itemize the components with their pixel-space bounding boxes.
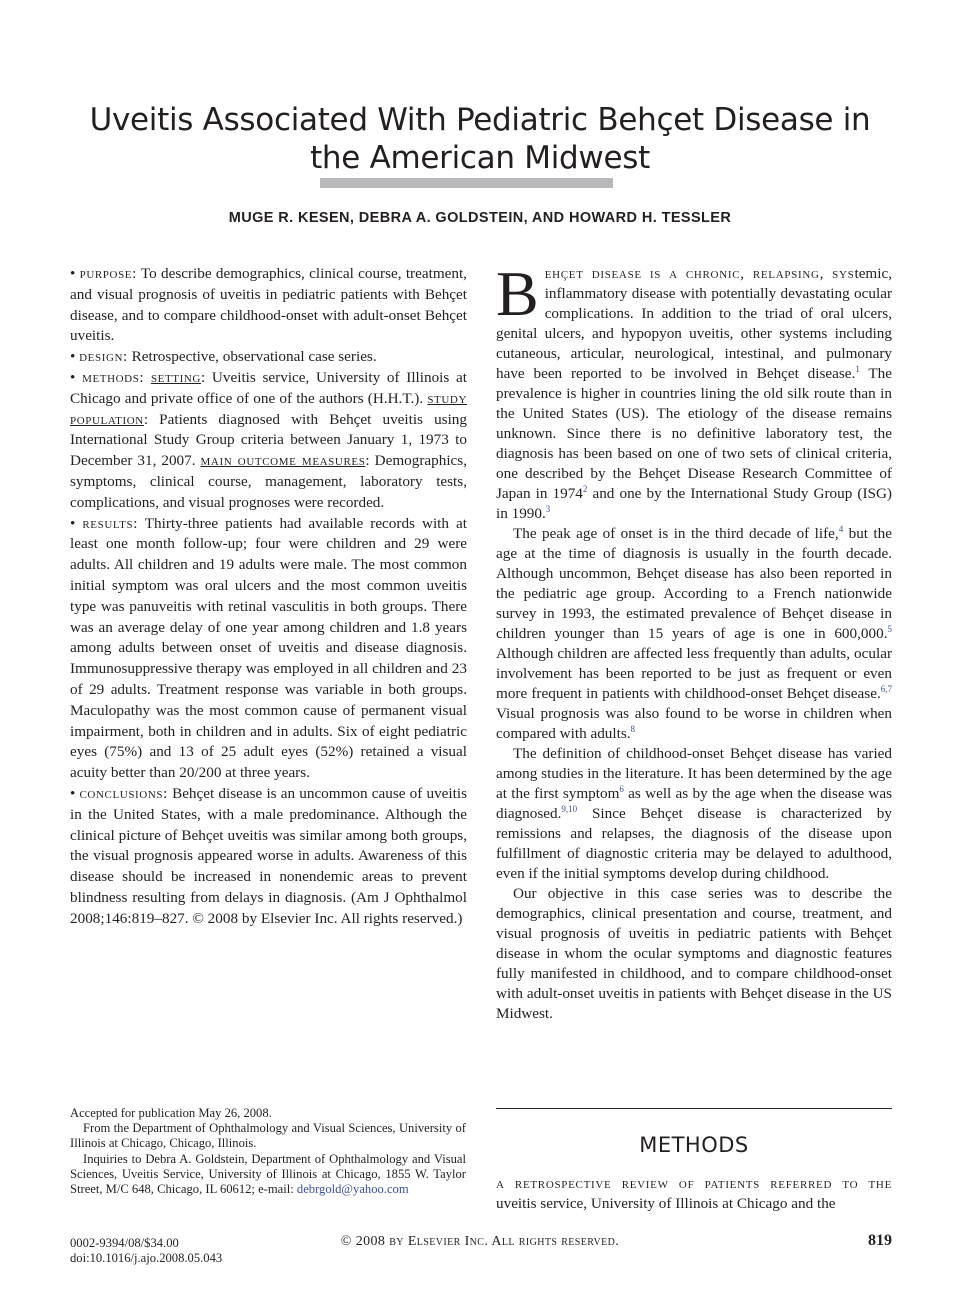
issn: 0002-9394/08/$34.00 bbox=[70, 1236, 179, 1250]
accepted-note: Accepted for publication May 26, 2008. bbox=[70, 1106, 272, 1120]
purpose-label: purpose: bbox=[79, 266, 137, 282]
reference-link[interactable]: 1 bbox=[855, 363, 860, 374]
reference-link[interactable]: 3 bbox=[545, 503, 551, 514]
reference-link[interactable]: 6,7 bbox=[880, 683, 892, 694]
footer-identifiers bbox=[70, 1236, 330, 1266]
conclusions-text: Behçet disease is an uncommon cause of uveitis in the United States, with a male predominance. Although the clinical picture of Behçet uveitis was similar among both groups, the visual prognosis appeared worse in adults. Awareness of this disease should be increased in nonendemic areas to prevent blindness resulting from delays in diagnosis. (Am J Ophthalmol 2008;146:819–827. © 2008 by Elsevier Inc. All rights reserved.) bbox=[70, 784, 467, 927]
drop-cap: B bbox=[496, 258, 539, 329]
email-link[interactable]: debrgold@yahoo.com bbox=[296, 1182, 409, 1197]
intro-p3-c: Since Behçet disease is characterized by remissions and relapses, the diagnosis of the disease upon fulfillment of diagnostic criteria may be delayed to adulthood, even if the initial symptoms develop during childhood. bbox=[496, 805, 892, 882]
page-number: 819 bbox=[868, 1232, 892, 1249]
reference-link[interactable]: 4 bbox=[838, 523, 844, 534]
correspondence-text: Inquiries to Debra A. Goldstein, Department of Ophthalmology and Visual Sciences, Uveitis Service, University of Illinois at Chicago, 1855 W. Taylor Street, M/C 648, Chicago, IL 60612; e-mail: bbox=[70, 1151, 466, 1197]
design-label: design: bbox=[79, 349, 128, 366]
abstract bbox=[70, 264, 467, 930]
setting-text: : Uveitis service, University of Illinois at Chicago and private office of one of the authors (H.H.T.). bbox=[70, 368, 468, 407]
intro-p1-c: and one by the International Study Group (ISG) in 1990. bbox=[496, 485, 892, 522]
methods-label: methods: bbox=[82, 369, 145, 386]
affiliation-note: From the Department of Ophthalmology and Visual Sciences, University of Illinois at Chicago, Chicago, Illinois. bbox=[70, 1121, 466, 1151]
abstract-results: • results: Thirty-three patients had available records with at least one month follow-up; four were children and 29 were adults. All children and 19 adults were male. The most common initial symptom was oral ulcers and the most common uveitis type was panuveitis with retinal vasculitis in both groups. There was an average delay of one year among children and 1.8 years among adults between onset of uveitis and disease diagnosis. Immunosuppressive therapy was employed in all children and 23 of 29 adults. Treatment response was variable in both groups. Maculopathy was the most common cause of permanent visual impairment, both in children and in adults. Six of eight pediatric eyes (75%) and 13 of 25 adult eyes (52%) retained a visual acuity better than 20/200 at three years. bbox=[70, 514, 467, 782]
intro-p2-a: The peak age of onset is in the third decade of life, bbox=[513, 525, 839, 542]
abstract-purpose: • purpose: To describe demographics, clinical course, treatment, and visual prognosis of uveitis in pediatric patients with Behçet disease, and to compare childhood-onset with adult-onset Behçet uveitis. bbox=[70, 265, 467, 345]
intro-p1-a: temic, inflammatory disease with potentially devastating ocular complications. In addition to the triad of oral ulcers, genital ulcers, and hypopyon uveitis, other systems including cutaneous, articular, neurological, intestinal, and pulmonary have been reported to be involved in Behçet disease. bbox=[496, 265, 892, 382]
purpose-text: To describe demographics, clinical course, treatment, and visual prognosis of uveitis in pediatric patients with Behçet disease, and to compare childhood-onset with adult-onset Behçet uveitis. bbox=[70, 265, 467, 345]
study-population-text: : Patients diagnosed with Behçet uveitis using International Study Group criteria between January 1, 1973 to December 31, 2007. bbox=[70, 410, 467, 470]
section-divider bbox=[496, 1108, 892, 1109]
reference-link[interactable]: 8 bbox=[630, 723, 636, 734]
study-population-label: study population bbox=[70, 390, 467, 428]
title-divider bbox=[320, 178, 613, 188]
doi: doi:10.1016/j.ajo.2008.05.043 bbox=[70, 1251, 223, 1265]
methods-text: uveitis service, University of Illinois at Chicago and the bbox=[496, 1195, 836, 1212]
reference-link[interactable]: 6 bbox=[619, 783, 624, 794]
intro-paragraph-1 bbox=[496, 258, 892, 524]
methods-heading: METHODS bbox=[639, 1133, 749, 1157]
abstract-conclusions: • conclusions: Behçet disease is an uncommon cause of uveitis in the United States, with a male predominance. Although the clinical picture of Behçet uveitis was similar among both groups, the visual prognosis appeared worse in adults. Awareness of this disease should be increased in nonendemic areas to prevent blindness resulting from delays in diagnosis. (Am J Ophthalmol 2008;146:819–827. © 2008 by Elsevier Inc. All rights reserved.) bbox=[70, 784, 467, 927]
article-notes bbox=[70, 1106, 466, 1197]
article-title: Uveitis Associated With Pediatric Behçet Disease in the American Midwest bbox=[89, 101, 871, 176]
intro-paragraph-3 bbox=[496, 744, 892, 884]
abstract-design: • design: Retrospective, observational case series. bbox=[70, 348, 377, 366]
intro-p2-d: Visual prognosis was also found to be worse in children when compared with adults. bbox=[496, 705, 892, 742]
conclusions-label: conclusions: bbox=[79, 785, 168, 802]
reference-link[interactable]: 2 bbox=[582, 483, 588, 494]
methods-lead: a retrospective review of patients referred to the bbox=[496, 1175, 892, 1192]
author-list: MUGE R. KESEN, DEBRA A. GOLDSTEIN, AND HOWARD H. TESSLER bbox=[228, 210, 732, 226]
intro-paragraph-4: Our objective in this case series was to describe the demographics, clinical presentation and course, treatment, and visual prognosis of uveitis in pediatric patients with Behçet disease in whom the ocular symptoms and diagnostic features fully manifested in childhood, and to compare childhood-onset with adult-onset uveitis in patients with Behçet disease in the US Midwest. bbox=[496, 885, 892, 1022]
results-text: Thirty-three patients had available records with at least one month follow-up; four were children and 29 were adults. All children and 19 adults were male. The most common initial symptom was oral ulcers and the most common uveitis type was panuveitis with retinal vasculitis in both groups. There was an average delay of one year among children and 1.8 years among adults between onset of uveitis and disease diagnosis. Immunosuppressive therapy was employed in all children and 23 of 29 adults. Treatment response was variable in both groups. Maculopathy was the most common cause of permanent visual impairment, both in children and in adults. Six of eight pediatric eyes (75%) and 13 of 25 adult eyes (52%) retained a visual acuity better than 20/200 at three years. bbox=[70, 514, 467, 782]
setting-label: setting bbox=[150, 369, 201, 386]
main-outcome-text: : Demographics, symptoms, clinical course, management, laboratory tests, complications, and visual prognoses were recorded. bbox=[70, 452, 467, 511]
results-label: results: bbox=[82, 515, 138, 532]
intro-p3-b: as well as by the age when the disease was diagnosed. bbox=[496, 785, 892, 822]
reference-link[interactable]: 9,10 bbox=[561, 803, 578, 814]
main-outcome-label: main outcome measures bbox=[200, 453, 366, 470]
design-text: Retrospective, observational case series. bbox=[127, 348, 377, 366]
intro-paragraph-2 bbox=[496, 524, 892, 744]
footer-copyright bbox=[300, 1234, 660, 1250]
methods-paragraph bbox=[496, 1174, 892, 1214]
abstract-methods: • methods: setting: Uveitis service, University of Illinois at Chicago and private office of one of the authors (H.H.T.). study population: Patients diagnosed with Behçet uveitis using International Study Group criteria between January 1, 1973 to December 31, 2007. main outcome measures: Demographics, symptoms, clinical course, management, laboratory tests, complications, and visual prognoses were recorded. bbox=[70, 368, 468, 511]
intro-lead: ehçet disease is a chronic, relapsing, sys bbox=[544, 265, 855, 282]
intro-p3-a: The definition of childhood-onset Behçet disease has varied among studies in the literature. It has been determined by the age at the first symptom bbox=[496, 745, 892, 802]
correspondence-note bbox=[70, 1152, 466, 1198]
introduction bbox=[496, 258, 892, 1024]
intro-p2-b: but the age at the time of diagnosis is usually in the fourth decade. Although uncommon, Behçet disease has also been reported in the pediatric age group. According to a French nationwide survey in 1993, the estimated prevalence of Behçet disease in children younger than 15 years of age is one in 600,000. bbox=[496, 525, 892, 642]
copyright-text: © 2008 by Elsevier Inc. All rights reserved. bbox=[340, 1234, 620, 1249]
reference-link[interactable]: 5 bbox=[887, 623, 892, 634]
intro-p1-b: The prevalence is higher in countries lining the old silk route than in the United States (US). The etiology of the disease remains unknown. Since there is no definitive laboratory test, the diagnosis has been based on one of two sets of clinical criteria, one described by the Behçet Disease Research Committee of Japan in 1974 bbox=[496, 365, 892, 502]
intro-p2-c: Although children are affected less frequently than adults, ocular involvement has been reported to be just as frequent or even more frequent in patients with childhood-onset Behçet disease. bbox=[496, 645, 892, 702]
